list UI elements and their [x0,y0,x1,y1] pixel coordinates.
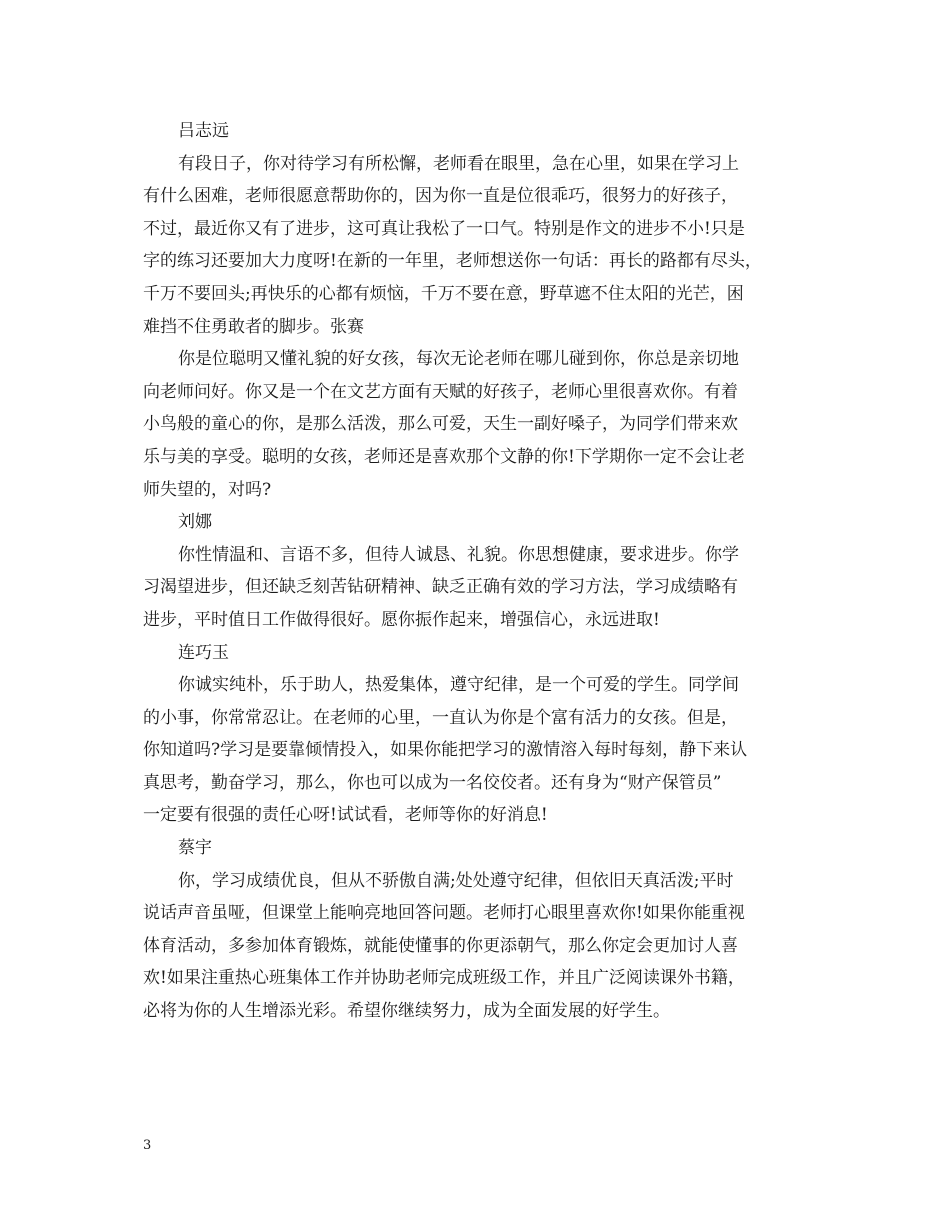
text-line: 你性情温和、言语不多，但待人诚恳、礼貌。你思想健康，要求进步。你学 [178,544,739,565]
text-line: 说话声音虽哑，但课堂上能响亮地回答问题。老师打心眼里喜欢你!如果你能重视 [143,903,745,924]
text-line: 必将为你的人生增添光彩。希望你继续努力，成为全面发展的好学生。 [143,1001,670,1022]
text-line: 的小事，你常常忍让。在老师的心里，一直认为你是个富有活力的女孩。但是， [143,707,738,728]
text-line: 有段日子，你对待学习有所松懈，老师看在眼里，急在心里，如果在学习上 [178,153,739,174]
text-line: 你是位聪明又懂礼貌的好女孩，每次无论老师在哪儿碰到你，你总是亲切地 [178,349,739,370]
text-line: 不过，最近你又有了进步，这可真让我松了一口气。特别是作文的进步不小!只是 [143,218,745,239]
text-line: 千万不要回头;再快乐的心都有烦恼，千万不要在意，野草遮不住太阳的光芒，困 [143,283,744,304]
document-body [143,115,809,1028]
text-line: 师失望的，对吗? [143,479,272,500]
text-line: 乐与美的享受。聪明的女孩，老师还是喜欢那个文静的你!下学期你一定不会让老 [143,446,745,467]
text-line: 吕志远 [178,121,229,141]
text-line: 进步，平时值日工作做得很好。愿你振作起来，增强信心，永远进取! [143,609,660,630]
text-line: 有什么困难，老师很愿意帮助你的，因为你一直是位很乖巧，很努力的好孩子， [143,186,738,207]
text-line: 蔡宇 [178,838,212,859]
text-line: 一定要有很强的责任心呀!试试看，老师等你的好消息! [143,805,548,826]
text-line: 体育活动，多参加体育锻炼，就能使懂事的你更添朝气，那么你定会更加讨人喜 [143,935,738,956]
text-line: 刘娜 [178,512,212,533]
text-line: 欢!如果注重热心班集体工作并协助老师完成班级工作，并且广泛阅读课外书籍， [143,968,745,989]
text-line: 小鸟般的童心的你，是那么活泼，那么可爱，天生一副好嗓子，为同学们带来欢 [143,414,738,435]
text-line: 习渴望进步，但还缺乏刻苦钻研精神、缺乏正确有效的学习方法，学习成绩略有 [143,577,738,598]
text-line: 难挡不住勇敢者的脚步。张赛 [143,316,364,337]
text-line: 向老师问好。你又是一个在文艺方面有天赋的好孩子，老师心里很喜欢你。有着 [143,381,738,402]
text-line: 你诚实纯朴，乐于助人，热爱集体，遵守纪律，是一个可爱的学生。同学间 [178,675,739,696]
text-line: 连巧玉 [178,642,229,663]
text-line: 你知道吗?学习是要靠倾情投入，如果你能把学习的激情溶入每时每刻，静下来认 [143,740,748,761]
text-line: 字的练习还要加大力度呀!在新的一年里，老师想送你一句话：再长的路都有尽头， [143,251,762,272]
text-line: 真思考，勤奋学习，那么，你也可以成为一名佼佼者。还有身为“财产保管员” [143,772,722,793]
page-number: 3 [143,1138,152,1153]
text-line: 你，学习成绩优良，但从不骄傲自满;处处遵守纪律，但依旧天真活泼;平时 [178,870,734,891]
